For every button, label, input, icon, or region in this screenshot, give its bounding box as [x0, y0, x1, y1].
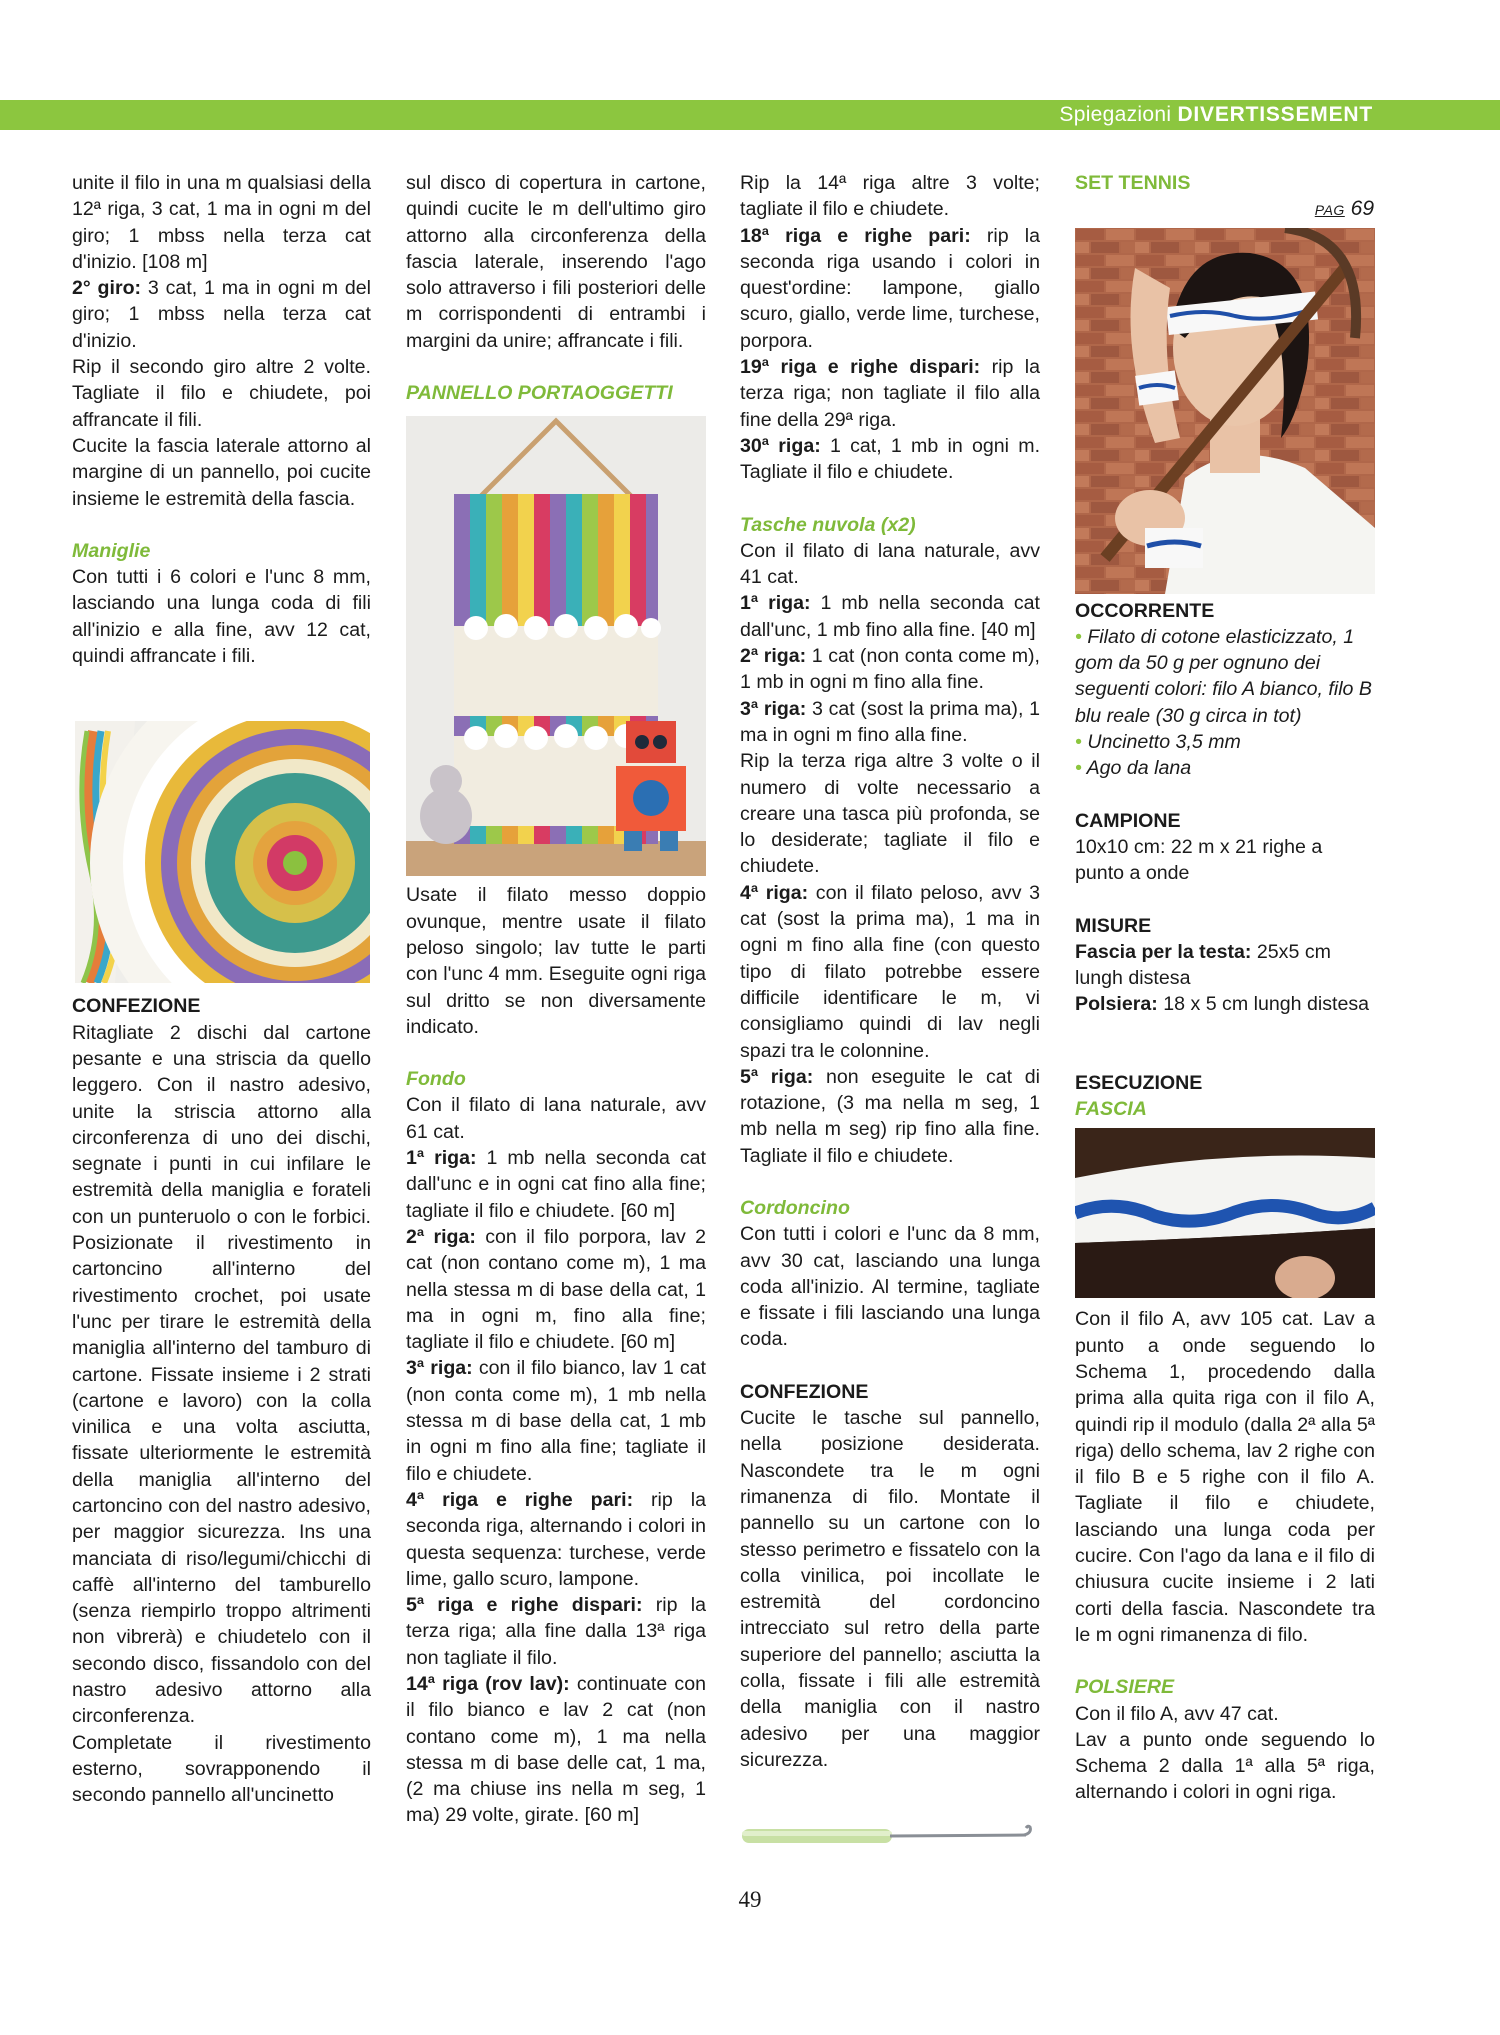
heading-esecuzione: ESECUZIONE [1075, 1071, 1203, 1094]
paragraph: 18ª riga e righe pari: rip la seconda riga usando i colori in quest'ordine: lampone, giallo scuro, giallo, verde lime, turchese, porpora. [740, 224, 1040, 352]
list-item: • Uncinetto 3,5 mm [1075, 731, 1241, 754]
tambourine-illustration [75, 721, 370, 983]
tennis-illustration [1075, 228, 1375, 594]
paragraph: 10x10 cm: 22 m x 21 righe a punto a onde [1075, 835, 1323, 885]
wall-panel-photo [406, 416, 706, 876]
subheading-fondo: Fondo [406, 1068, 466, 1091]
page-number: 49 [738, 1887, 762, 1912]
heading-confezione: CONFEZIONE [740, 1380, 869, 1403]
heading-misure: MISURE [1075, 914, 1152, 937]
paragraph: Rip la terza riga altre 3 volte o il numero di volte necessario a creare una tasca più profonda, se lo desiderate; tagliate il filo e chiudete. [740, 750, 1040, 878]
header-banner [0, 100, 1500, 130]
subheading-tasche: Tasche nuvola (x2) [740, 513, 916, 536]
paragraph: 2ª riga: con il filo porpora, lav 2 cat (non contano come m), 1 ma nella stessa m di base della cat, 1 ma in ogni m, fino alla fine; tagliate il filo e chiudete. [60 m] [406, 1225, 706, 1354]
paragraph: Con il filo A, avv 105 cat. Lav a punto a onde seguendo lo Schema 1, procedendo dalla prima alla quita riga con il filo A, quindi rip il modulo (dalla 2ª alla 5ª riga) dello schema, lav 2 righe con il filo B e 5 righe con il filo A. Tagliate il filo e chiudete, lasciando una lunga coda per cucire. Con l'ago da lana e il filo di chiusura cucite insieme i 2 lati corti della fascia. Nascondete tra le m ogni rimanenza di filo. [1075, 1308, 1375, 1646]
column-4 [1075, 170, 1375, 1806]
paragraph: 14ª riga (rov lav): continuate con il filo bianco e lav 2 cat (non contano come m), 1 ma nella stessa m di base delle cat, 1 ma, (2 ma chiuse ins nella m seg, 1 ma) 29 volte, girate. [60 m] [406, 1672, 706, 1827]
paragraph: Lav a punto onde seguendo lo Schema 2 dalla 1ª alla 5ª riga, alternando i colori in ogni riga. [1075, 1728, 1375, 1804]
heading-campione: CAMPIONE [1075, 809, 1181, 832]
wall-panel-illustration [406, 416, 706, 876]
paragraph: 3ª riga: con il filo bianco, lav 1 cat (non conta come m), 1 mb nella stessa m di base della cat, 1 mb in ogni m fino alla fine; tagliate il filo e chiudete. [406, 1357, 707, 1485]
subheading-cordoncino: Cordoncino [740, 1196, 850, 1219]
paragraph: Polsiera: 18 x 5 cm lungh distesa [1075, 993, 1370, 1016]
subheading-maniglie: Maniglie [72, 539, 151, 562]
bullet-icon: • [1075, 731, 1082, 754]
heading-occorrente: OCCORRENTE [1075, 599, 1215, 622]
paragraph: 2° giro: 3 cat, 1 ma in ogni m del giro; 1 mbss nella terza cat d'inizio. [72, 277, 371, 352]
paragraph: 2ª riga: 1 cat (non conta come m), 1 mb in ogni m fino alla fine. [740, 645, 1040, 694]
paragraph: 4ª riga e righe pari: rip la seconda riga, alternando i colori in questa sequenza: turchese, verde lime, gallo scuro, lampone. [406, 1488, 706, 1590]
column-2 [406, 170, 706, 1829]
paragraph: sul disco di copertura in cartone, quindi cucite le m dell'ultimo giro attorno alla circonferenza della fascia laterale, inserendo l'ago solo attraverso i fili posteriori delle m corrispondenti di entrambi i margini da unire; affrancate i fili. [406, 172, 706, 352]
subheading-pannello: PANNELLO PORTAOGGETTI [406, 382, 673, 405]
paragraph: Completate il rivestimento esterno, sovrapponendo il secondo pannello all'uncinetto [72, 1731, 371, 1807]
bullet-icon: • [1075, 625, 1082, 648]
paragraph: Con tutti i 6 colori e l'unc 8 mm, lasciando una lunga coda di fili all'inizio e alla fine, avv 12 cat, quindi affrancate i fili. [72, 566, 371, 668]
column-3 [740, 170, 1040, 1851]
paragraph: Rip la 14ª riga altre 3 volte; tagliate il filo e chiudete. [740, 172, 1040, 221]
paragraph: Usate il filato messo doppio ovunque, mentre usate il filato peloso singolo; lav tutte le parti con l'unc 4 mm. Eseguite ogni riga sul dritto se non diversamente indicato. [406, 884, 706, 1038]
heading-confezione: CONFEZIONE [72, 995, 201, 1018]
paragraph: Cucite la fascia laterale attorno al margine di un pannello, poi cucite insieme le estremità della fascia. [72, 434, 371, 510]
paragraph: 19ª riga e righe dispari: rip la terza riga; non tagliate il filo alla fine della 29ª riga. [740, 356, 1041, 431]
heading-set-tennis: SET TENNIS [1075, 172, 1191, 194]
paragraph: 30ª riga: 1 cat, 1 mb in ogni m. Tagliate il filo e chiudete. [740, 434, 1041, 484]
paragraph: 3ª riga: 3 cat (sost la prima ma), 1 ma in ogni m fino alla fine. [740, 697, 1040, 746]
paragraph: unite il filo in una m qualsiasi della 12ª riga, 3 cat, 1 ma in ogni m del giro; 1 mbss nella terza cat d'inizio. [108 m] [72, 172, 371, 273]
tennis-photo [1075, 228, 1375, 594]
paragraph: Fascia per la testa: 25x5 cm lungh distesa [1075, 940, 1331, 990]
paragraph: 4ª riga: con il filato peloso, avv 3 cat (sost la prima ma), 1 ma in ogni m fino alla fine (con questo tipo di filato potrebbe essere difficile identificare le m, vi consigliamo quindi di lav negli spazi tra le colonnine. [740, 881, 1040, 1062]
crochet-hook-image [740, 1821, 1040, 1851]
headband-photo [1075, 1128, 1375, 1298]
paragraph: 5ª riga e righe dispari: rip la terza riga; alla fine dalla 13ª riga non tagliate il filo. [406, 1594, 706, 1669]
list-item: • Filato di cotone elasticizzato, 1 gom da 50 g per ognuno dei seguenti colori: filo A bianco, filo B blu reale (30 g circa in tot) [1075, 625, 1372, 727]
bullet-icon: • [1075, 757, 1082, 780]
page-reference: PAG 69 [1314, 197, 1374, 221]
paragraph: Con il filato di lana naturale, avv 41 cat. [740, 539, 1040, 589]
column-1 [72, 170, 371, 1809]
paragraph: Rip il secondo giro altre 2 volte. Tagliate il filo e chiudete, poi affrancate il fili. [72, 356, 371, 431]
paragraph: 5ª riga: non eseguite le cat di rotazione, (3 ma nella m seg, 1 mb nella m seg) rip fino alla fine. Tagliate il filo e chiudete. [740, 1065, 1040, 1167]
paragraph: Ritagliate 2 dischi dal cartone pesante e una striscia da quello leggero. Con il nastro adesivo, unite la striscia attorno alla circonferenza di uno dei dischi, segnate i punti in cui infilare le estremità della maniglia e forateli con un punteruolo o con le forbici. Posizionate il rivestimento in cartoncino all'interno del rivestimento crochet, poi usate l'unc per tirare le estremità della maniglia all'interno del tamburo di cartone. Fissate insieme i 2 strati (cartone e lavoro) con la colla vinilica e una volta asciutta, fissate ulteriormente le estremità della maniglia all'interno del cartoncino con del nastro adesivo, per maggior sicurezza. Ins una manciata di riso/legumi/chicchi di caffè all'interno del tamburello (senza riempirlo troppo altrimenti non vibrerà) e chiudetelo con il secondo disco, fissandolo con del nastro adesivo attorno alla circonferenza. [72, 1021, 371, 1728]
list-item: • Ago da lana [1075, 757, 1192, 780]
header-title: Spiegazioni DIVERTISSEMENT [1059, 103, 1373, 126]
paragraph: Con tutti i colori e l'unc da 8 mm, avv 30 cat, lasciando una lunga coda all'inizio. Al termine, tagliate e fissate i fili lasciando una lunga coda. [740, 1223, 1040, 1351]
crochet-hook-illustration [740, 1821, 1040, 1851]
headband-illustration [1075, 1128, 1375, 1298]
paragraph: 1ª riga: 1 mb nella seconda cat dall'unc, 1 mb fino alla fine. [40 m] [740, 592, 1040, 641]
paragraph: Con il filato di lana naturale, avv 61 cat. [406, 1094, 706, 1143]
paragraph: 1ª riga: 1 mb nella seconda cat dall'unc e in ogni cat fino alla fine; tagliate il filo e chiudete. [60 m] [406, 1147, 706, 1222]
tambourine-photo [75, 721, 370, 983]
subheading-fascia: FASCIA [1075, 1098, 1147, 1121]
subheading-polsiere: POLSIERE [1075, 1676, 1175, 1699]
paragraph: Cucite le tasche sul pannello, nella posizione desiderata. Nascondete tra le m ogni rimanenza di filo. Montate il pannello su un cartone con lo stesso perimetro e fissatelo con la colla vinilica, poi incollate le estremità del cordoncino intrecciato sul retro della parte superiore del pannello; asciutta la colla, fissate i fili alle estremità della maniglia con il nastro adesivo per una maggior sicurezza. [740, 1407, 1040, 1771]
paragraph: Con il filo A, avv 47 cat. [1075, 1702, 1279, 1725]
